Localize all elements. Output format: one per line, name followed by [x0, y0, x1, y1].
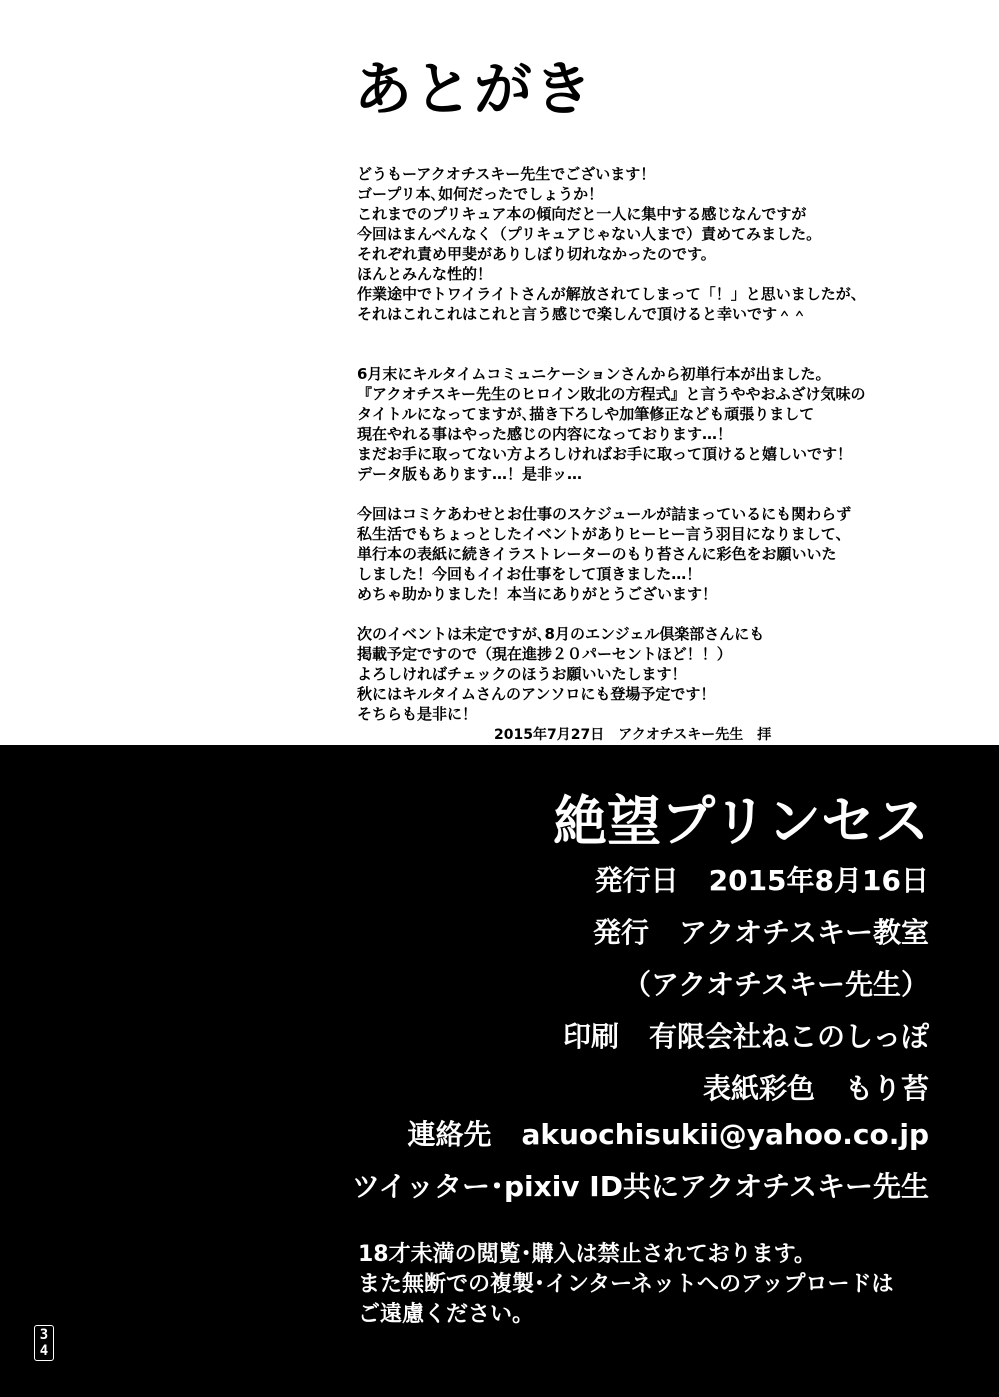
- colophon-row-publish-date: [352, 864, 929, 897]
- notice-line: また無断での複製･インターネットへのアップロードは: [358, 1272, 894, 1297]
- afterword-paragraph-4: [357, 624, 957, 724]
- book-title: 絶望プリンセス: [553, 790, 929, 853]
- colophon-row-printer: [352, 1020, 929, 1053]
- legal-notice: [358, 1240, 893, 1330]
- afterword-line: それはこれこれはこれと言う感じで楽しんで頂けると幸いです＾＾: [357, 305, 808, 323]
- afterword-line: まだお手に取ってない方よろしければお手に取って頂けると嬉しいです！: [357, 445, 853, 463]
- colophon-value: アクオチスキー教室: [678, 916, 929, 949]
- afterword-paragraph-2: [357, 364, 957, 484]
- colophon-row-social: [351, 1170, 929, 1203]
- colophon-value: 2015年8月16日: [708, 864, 929, 897]
- colophon-value: 有限会社ねこのしっぽ: [648, 1020, 929, 1053]
- afterword-line: 現在やれる事はやった感じの内容になっております…！: [357, 425, 733, 443]
- colophon-section: [0, 745, 999, 1397]
- colophon-label: 連絡先: [407, 1118, 492, 1151]
- colophon-label: 印刷: [562, 1020, 619, 1053]
- afterword-line: どうもーアクオチスキー先生でございます！: [357, 165, 656, 183]
- afterword-line: これまでのプリキュア本の傾向だと一人に集中する感じなんですが: [357, 205, 807, 223]
- colophon-row-author: [352, 968, 929, 1001]
- afterword-line: 私生活でもちょっとしたイベントがありヒーヒー言う羽目になりまして、: [357, 525, 851, 543]
- afterword-line: そちらも是非に！: [357, 705, 478, 723]
- afterword-line: ほんとみんな性的！: [357, 265, 493, 283]
- afterword-line: 6月末にキルタイムコミュニケーションさんから初単行本が出ました。: [357, 365, 831, 383]
- afterword-paragraph-3: [357, 504, 957, 604]
- colophon-label: 表紙彩色: [702, 1072, 815, 1105]
- notice-line: ご遠慮ください。: [358, 1302, 535, 1327]
- notice-line: 18才未満の閲覧･購入は禁止されております。: [358, 1242, 816, 1267]
- afterword-paragraph-1: [357, 164, 957, 324]
- colophon-row-publisher: [352, 916, 929, 949]
- afterword-line: ゴープリ本､如何だったでしょうか！: [357, 185, 604, 203]
- colophon-value: もり苔: [844, 1072, 929, 1105]
- colophon-row-cover-color: [352, 1072, 929, 1105]
- afterword-body: [357, 164, 957, 804]
- colophon: [351, 790, 929, 1225]
- colophon-label: 発行日: [594, 864, 679, 897]
- colophon-row-contact: [352, 1118, 929, 1151]
- colophon-value: ツイッター･pixiv ID共にアクオチスキー先生: [351, 1170, 929, 1203]
- afterword-line: 今回はまんべんなく（プリキュアじゃない人まで）責めてみました。: [357, 225, 822, 243]
- afterword-line: 単行本の表紙に続きイラストレーターのもり苔さんに彩色をお願いいた: [357, 545, 837, 563]
- afterword-line: 掲載予定ですので（現在進捗２０パーセントほど！！）: [357, 645, 732, 663]
- colophon-value: （アクオチスキー先生）: [622, 968, 929, 1001]
- afterword-line: 秋にはキルタイムさんのアンソロにも登場予定です！: [357, 685, 716, 703]
- colophon-label: 発行: [592, 916, 649, 949]
- afterword-line: しました！今回もイイお仕事をして頂きました…！: [357, 565, 702, 583]
- afterword-line: よろしければチェックのほうお願いいたします！: [357, 665, 687, 683]
- afterword-line: それぞれ責め甲斐がありしぼり切れなかったのです。: [357, 245, 716, 263]
- afterword-line: タイトルになってますが､描き下ろしや加筆修正なども頑張りまして: [357, 405, 815, 423]
- afterword-line: 作業途中でトワイライトさんが解放されてしまって「！」と思いましたが、: [357, 285, 866, 303]
- afterword-line: 次のイベントは未定ですが､8月のエンジェル倶楽部さんにも: [357, 625, 765, 643]
- afterword-line: めちゃ助かりました！本当にありがとうございます！: [357, 585, 718, 603]
- colophon-value: akuochisukii@yahoo.co.jp: [521, 1118, 929, 1151]
- afterword-line: 今回はコミケあわせとお仕事のスケジュールが詰まっているにも関わらず: [357, 505, 852, 523]
- afterword-line: 『アクオチスキー先生のヒロイン敗北の方程式』と言うややおふざけ気味の: [357, 385, 866, 403]
- afterword-title: あとがき: [354, 55, 595, 123]
- afterword-line: データ版もあります…！是非ッ…: [357, 465, 583, 483]
- afterword-signature: 2015年7月27日 アクオチスキー先生 拝: [494, 727, 772, 743]
- page-number: 3 4: [34, 1325, 54, 1361]
